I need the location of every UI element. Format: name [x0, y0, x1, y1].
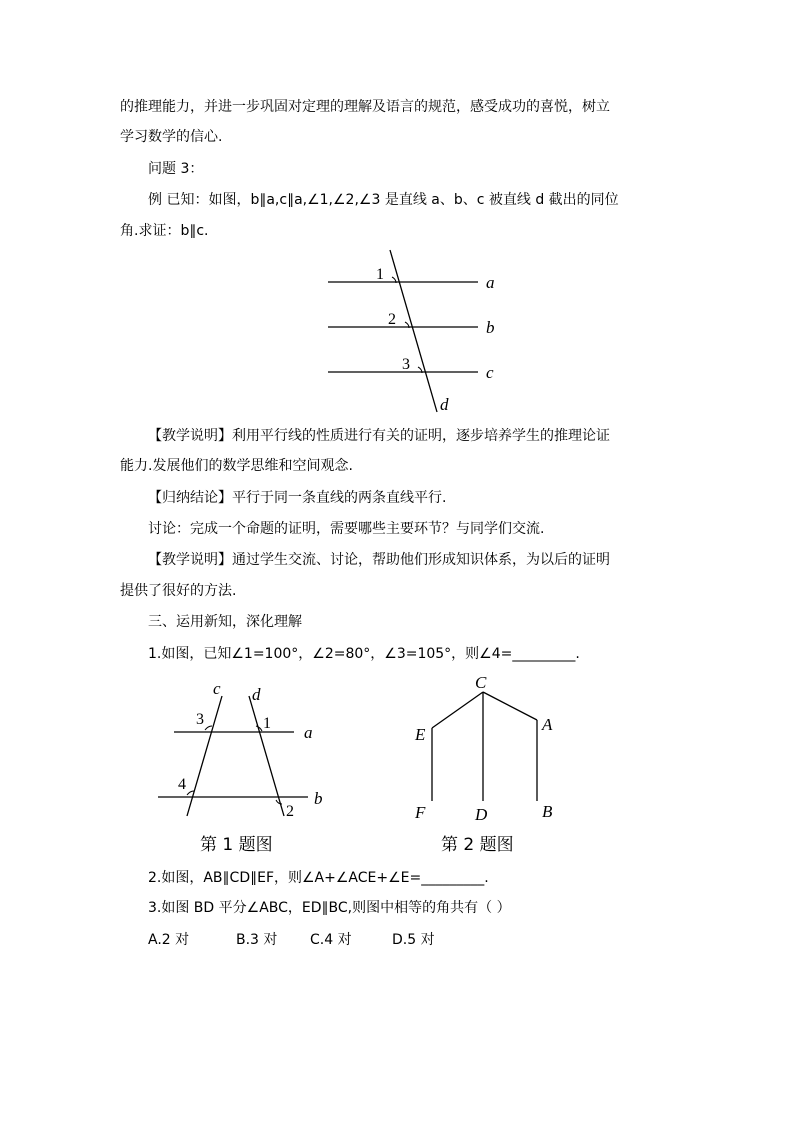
figure-caption: 第 1 题图 [200, 835, 273, 855]
angle-label: 1 [376, 266, 384, 283]
point-label: E [415, 725, 426, 744]
angle-arc [205, 726, 212, 730]
point-label: C [475, 673, 487, 692]
option-b: B.3 对 [236, 932, 278, 948]
teaching-note-cont: 能力.发展他们的数学思维和空间观念. [120, 458, 353, 474]
angle-label: 3 [196, 711, 204, 728]
paragraph-line: 的推理能力，并进一步巩固对定理的理解及语言的规范，感受成功的喜悦，树立 [120, 99, 610, 115]
example-statement: 例 已知：如图，b∥a,c∥a,∠1,∠2,∠3 是直线 a、b、c 被直线 d 截出的同位 [148, 192, 619, 208]
line-label: d [252, 685, 261, 704]
line-label: a [486, 273, 495, 292]
teaching-note: 【教学说明】利用平行线的性质进行有关的证明，逐步培养学生的推理论证 [148, 428, 610, 444]
line-c [187, 696, 222, 816]
option-a: A.2 对 [148, 932, 190, 948]
teaching-note-2: 【教学说明】通过学生交流、讨论，帮助他们形成知识体系，为以后的证明 [148, 552, 610, 568]
angle-label: 3 [402, 356, 410, 373]
question-2: 2.如图，AB∥CD∥EF，则∠A+∠ACE+∠E=_________. [148, 870, 489, 886]
question-2-figure [405, 668, 580, 858]
segment-ca [483, 692, 537, 720]
angle-label: 2 [286, 803, 294, 820]
line-label: b [486, 318, 495, 337]
point-label: F [415, 803, 426, 822]
option-c: C.4 对 [310, 932, 352, 948]
conclusion: 【归纳结论】平行于同一条直线的两条直线平行. [148, 490, 447, 506]
example-statement-cont: 角.求证：b∥c. [120, 223, 209, 239]
question-1: 1.如图，已知∠1=100°，∠2=80°，∠3=105°，则∠4=_________. [148, 646, 580, 662]
teaching-note-2-cont: 提供了很好的方法. [120, 583, 237, 599]
discussion: 讨论：完成一个命题的证明，需要哪些主要环节？与同学们交流. [148, 521, 545, 537]
paragraph-line: 学习数学的信心. [120, 129, 223, 145]
section-heading: 三、运用新知，深化理解 [148, 614, 302, 630]
point-label: D [475, 805, 488, 824]
line-label: a [304, 723, 313, 742]
problem-3-title: 问题 3： [148, 161, 204, 177]
figure-caption: 第 2 题图 [441, 835, 514, 855]
angle-label: 2 [388, 311, 396, 328]
point-label: B [542, 802, 553, 821]
line-d [249, 696, 284, 816]
line-label: b [314, 789, 323, 808]
line-label: c [213, 680, 221, 698]
line-d [390, 250, 437, 412]
question-3: 3.如图 BD 平分∠ABC，ED∥BC,则图中相等的角共有（ ） [148, 900, 511, 916]
angle-label: 4 [178, 776, 186, 793]
option-d: D.5 对 [392, 932, 435, 948]
example-figure [320, 244, 520, 416]
line-label: d [440, 395, 449, 414]
question-1-figure [150, 680, 340, 858]
point-label: A [542, 715, 553, 734]
line-label: c [486, 363, 494, 382]
angle-label: 1 [263, 715, 271, 732]
segment-ce [432, 692, 483, 728]
